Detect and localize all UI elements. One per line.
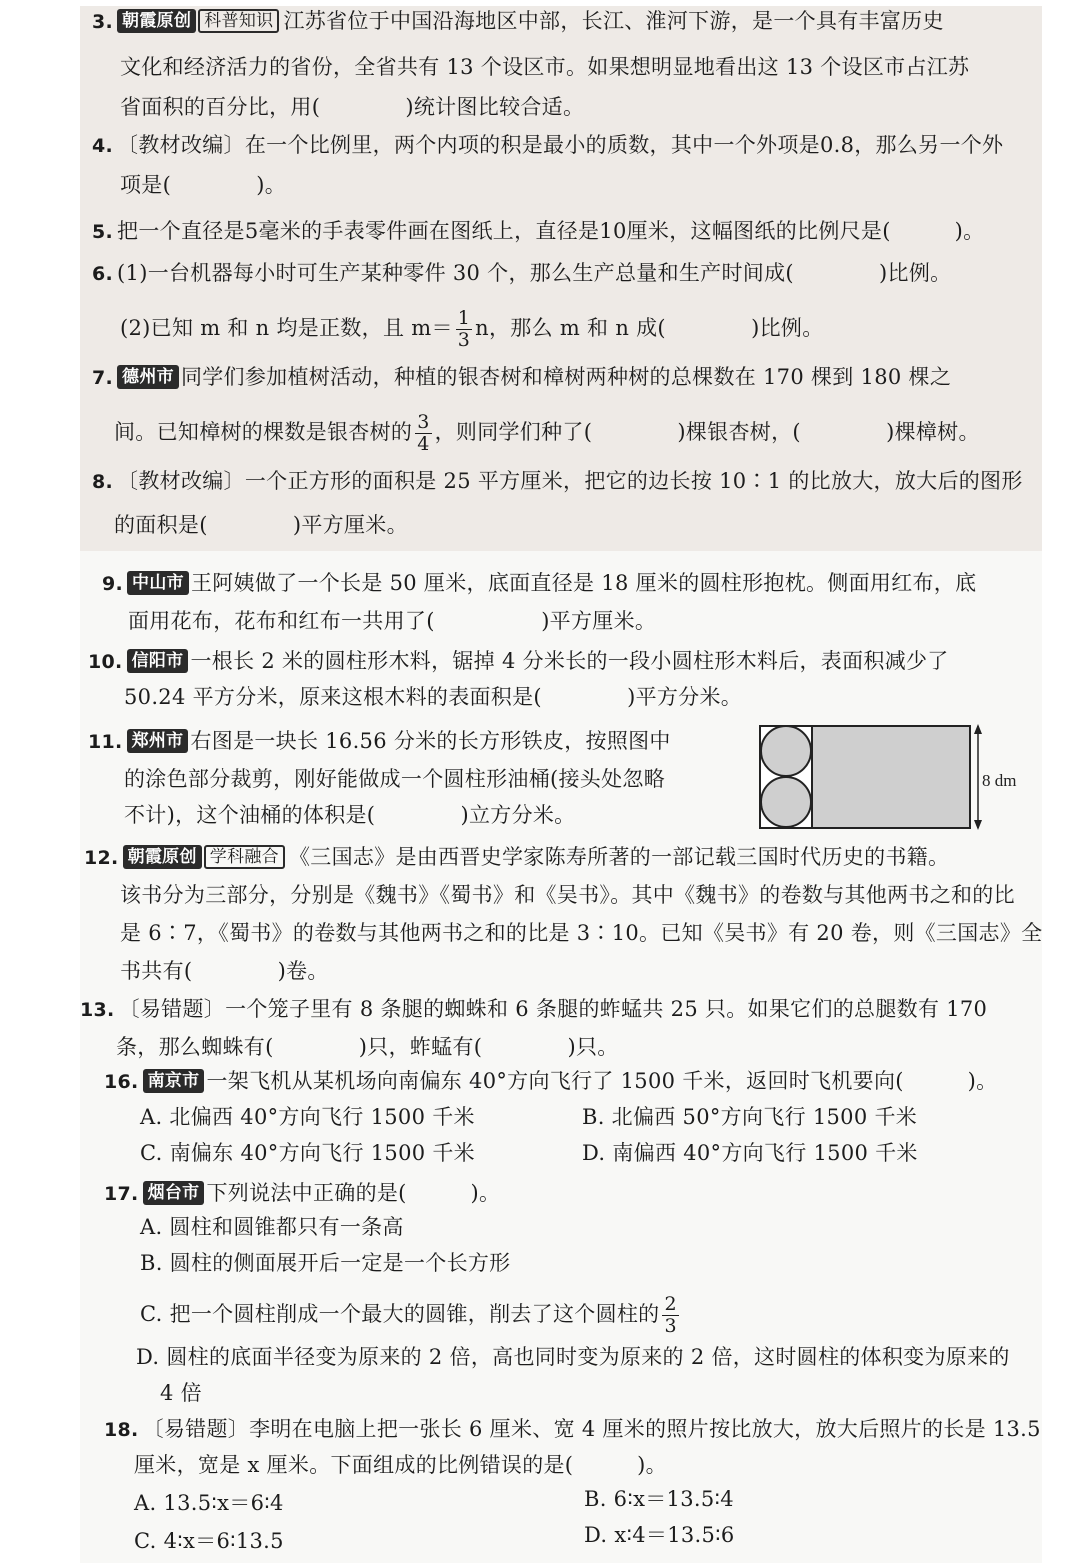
q5-number: 5.	[92, 221, 114, 243]
tag-textbook: 〔教材改编〕	[117, 469, 245, 493]
q7-number: 7.	[92, 367, 114, 389]
q18-text: 李明在电脑上把一张长 6 厘米、宽 4 厘米的照片按比放大，放大后照片的长是 13.5	[249, 1417, 1041, 1441]
q6-line1	[92, 258, 951, 289]
q11-figure	[756, 720, 1038, 832]
tag-original: 朝霞原创	[123, 845, 202, 869]
circle-base-bottom	[761, 777, 811, 827]
tag-xinyang: 信阳市	[127, 649, 189, 673]
q6-line2	[120, 308, 824, 351]
q18-option-a[interactable]: A. 13.5∶x＝6∶4	[134, 1491, 284, 1515]
q5-text: 把一个直径是5毫米的手表零件画在图纸上，直径是10厘米，这幅图纸的比例尺是( )。	[117, 219, 985, 243]
q8-number: 8.	[92, 471, 114, 493]
tag-error-prone: 〔易错题〕	[118, 997, 226, 1021]
q7-text-a: 间。已知樟树的棵数是银杏树的	[114, 420, 413, 444]
q8-line1	[92, 466, 1023, 497]
q13-line2: 条，那么蜘蛛有( )只，蚱蜢有( )只。	[116, 1035, 619, 1059]
q8-text: 一个正方形的面积是 25 平方厘米，把它的边长按 10∶1 的比放大，放大后的图形	[244, 469, 1023, 493]
q17-option-c-text: C. 把一个圆柱削成一个最大的圆锥，削去了这个圆柱的	[140, 1302, 660, 1326]
q13-text: 一个笼子里有 8 条腿的蜘蛛和 6 条腿的蚱蜢共 25 只。如果它们的总腿数有 170	[225, 997, 988, 1021]
tag-dezhou: 德州市	[117, 365, 179, 389]
q18-option-c[interactable]: C. 4∶x＝6∶13.5	[134, 1529, 284, 1553]
q16-option-c[interactable]: C. 南偏东 40°方向飞行 1500 千米	[140, 1141, 475, 1165]
q4-line2: 项是( )。	[120, 173, 287, 197]
dimension-label: 8 dm	[982, 771, 1017, 790]
q12-text: 《三国志》是由西晋史学家陈寿所著的一部记载三国时代历史的书籍。	[288, 845, 950, 869]
shaded-lateral-area	[812, 726, 970, 828]
q8-line2: 的面积是( )平方厘米。	[114, 513, 408, 537]
q12-line1	[84, 842, 949, 873]
q7-line2	[114, 412, 980, 455]
q16-option-a[interactable]: A. 北偏西 40°方向飞行 1500 千米	[140, 1105, 475, 1129]
q18-line2: 厘米，宽是 x 厘米。下面组成的比例错误的是( )。	[134, 1453, 667, 1477]
q10-text: 一根长 2 米的圆柱形木料，锯掉 4 分米长的一段小圆柱形木料后，表面积减少了	[190, 649, 949, 673]
q17-option-b[interactable]: B. 圆柱的侧面展开后一定是一个长方形	[140, 1251, 511, 1275]
q16-option-b[interactable]: B. 北偏西 50°方向飞行 1500 千米	[582, 1105, 918, 1129]
q17-option-c[interactable]	[140, 1294, 682, 1337]
q10-number: 10.	[88, 651, 123, 673]
q18-option-b[interactable]: B. 6∶x＝13.5∶4	[584, 1487, 734, 1511]
q4-number: 4.	[92, 135, 114, 157]
q12-line2: 该书分为三部分，分别是《魏书》《蜀书》和《吴书》。其中《魏书》的卷数与其他两书之和的比	[120, 883, 1015, 907]
q17-option-a[interactable]: A. 圆柱和圆锥都只有一条高	[140, 1215, 404, 1239]
fraction-numerator: 3	[417, 411, 430, 433]
q3-line1	[92, 6, 944, 37]
q9-number: 9.	[102, 573, 124, 595]
q7-fraction	[415, 412, 431, 455]
tag-zhengzhou: 郑州市	[127, 729, 189, 753]
q5-line1	[92, 216, 984, 247]
q3-line3: 省面积的百分比，用( )统计图比较合适。	[120, 95, 585, 119]
q16-text: 一架飞机从某机场向南偏东 40°方向飞行了 1500 千米，返回时飞机要向( )。	[206, 1069, 998, 1093]
q4-line1	[92, 130, 1003, 161]
q17-text: 下列说法中正确的是( )。	[206, 1181, 501, 1205]
q7-text-b: ，则同学们种了( )棵银杏树，( )棵樟树。	[434, 420, 980, 444]
arrow-up-icon	[974, 724, 982, 734]
q11-line2: 的涂色部分裁剪，刚好能做成一个圆柱形油桶(接头处忽略	[124, 767, 665, 791]
q12-line3: 是 6∶7，《蜀书》的卷数与其他两书之和的比是 3∶10。已知《吴书》有 20 卷，则《三国志》全	[120, 921, 1043, 945]
q13-line1	[80, 994, 987, 1025]
q11-line3: 不计)，这个油桶的体积是( )立方分米。	[124, 803, 576, 827]
tag-yantai: 烟台市	[143, 1181, 205, 1205]
q3-number: 3.	[92, 11, 114, 33]
q12-line4: 书共有( )卷。	[120, 959, 329, 983]
q9-text: 王阿姨做了一个长是 50 厘米，底面直径是 18 厘米的圆柱形抱枕。侧面用红布，底	[190, 571, 977, 595]
q11-line1	[88, 726, 671, 757]
q6-number: 6.	[92, 263, 114, 285]
q16-line1	[104, 1066, 997, 1097]
q18-number: 18.	[104, 1419, 139, 1441]
fraction-denominator: 3	[664, 1315, 677, 1337]
tag-original: 朝霞原创	[117, 9, 196, 33]
q7-text: 同学们参加植树活动，种植的银杏树和樟树两种树的总棵数在 170 棵到 180 棵之	[180, 365, 952, 389]
tag-zhongshan: 中山市	[127, 571, 189, 595]
q17-option-d-cont: 4 倍	[160, 1381, 202, 1405]
q6-part2-b: n，那么 m 和 n 成( )比例。	[475, 316, 824, 340]
q7-line1	[92, 362, 951, 393]
q17-line1	[104, 1178, 500, 1209]
q16-option-d[interactable]: D. 南偏西 40°方向飞行 1500 千米	[582, 1141, 918, 1165]
tag-textbook: 〔教材改编〕	[117, 133, 245, 157]
q11-number: 11.	[88, 731, 123, 753]
q3-line2: 文化和经济活力的省份，全省共有 13 个设区市。如果想明显地看出这 13 个设区市占江苏	[120, 55, 970, 79]
tag-interdisciplinary: 学科融合	[204, 845, 285, 869]
q9-line1	[102, 568, 976, 599]
q10-line1	[88, 646, 949, 677]
tag-nanjing: 南京市	[143, 1069, 205, 1093]
q6-part1: (1)一台机器每小时可生产某种零件 30 个，那么生产总量和生产时间成( )比例。	[117, 261, 952, 285]
arrow-down-icon	[974, 820, 982, 830]
fraction-denominator: 4	[417, 433, 430, 455]
q6-part2-a: (2)已知 m 和 n 均是正数，且 m＝	[120, 316, 453, 340]
q6-fraction	[456, 308, 472, 351]
tag-error-prone: 〔易错题〕	[142, 1417, 250, 1441]
q17-fraction	[662, 1294, 678, 1337]
fraction-numerator: 1	[457, 307, 471, 329]
fraction-denominator: 3	[457, 329, 471, 351]
circle-base-top	[761, 726, 811, 776]
fraction-numerator: 2	[664, 1293, 677, 1315]
q13-number: 13.	[80, 999, 115, 1021]
q4-text: 在一个比例里，两个内项的积是最小的质数，其中一个外项是0.8，那么另一个外	[244, 133, 1004, 157]
q16-number: 16.	[104, 1071, 139, 1093]
q17-option-d[interactable]: D. 圆柱的底面半径变为原来的 2 倍，高也同时变为原来的 2 倍，这时圆柱的体积变为原来的	[136, 1345, 1010, 1369]
q9-line2: 面用花布，花布和红布一共用了( )平方厘米。	[128, 609, 657, 633]
q18-option-d[interactable]: D. x∶4＝13.5∶6	[584, 1523, 735, 1547]
tag-science: 科普知识	[198, 9, 279, 33]
q3-text: 江苏省位于中国沿海地区中部，长江、淮河下游，是一个具有丰富历史	[283, 9, 944, 33]
q12-number: 12.	[84, 847, 119, 869]
q17-number: 17.	[104, 1183, 139, 1205]
q18-line1	[104, 1414, 1041, 1445]
q11-text: 右图是一块长 16.56 分米的长方形铁皮，按照图中	[190, 729, 671, 753]
q10-line2: 50.24 平方分米，原来这根木料的表面积是( )平方分米。	[124, 685, 743, 709]
